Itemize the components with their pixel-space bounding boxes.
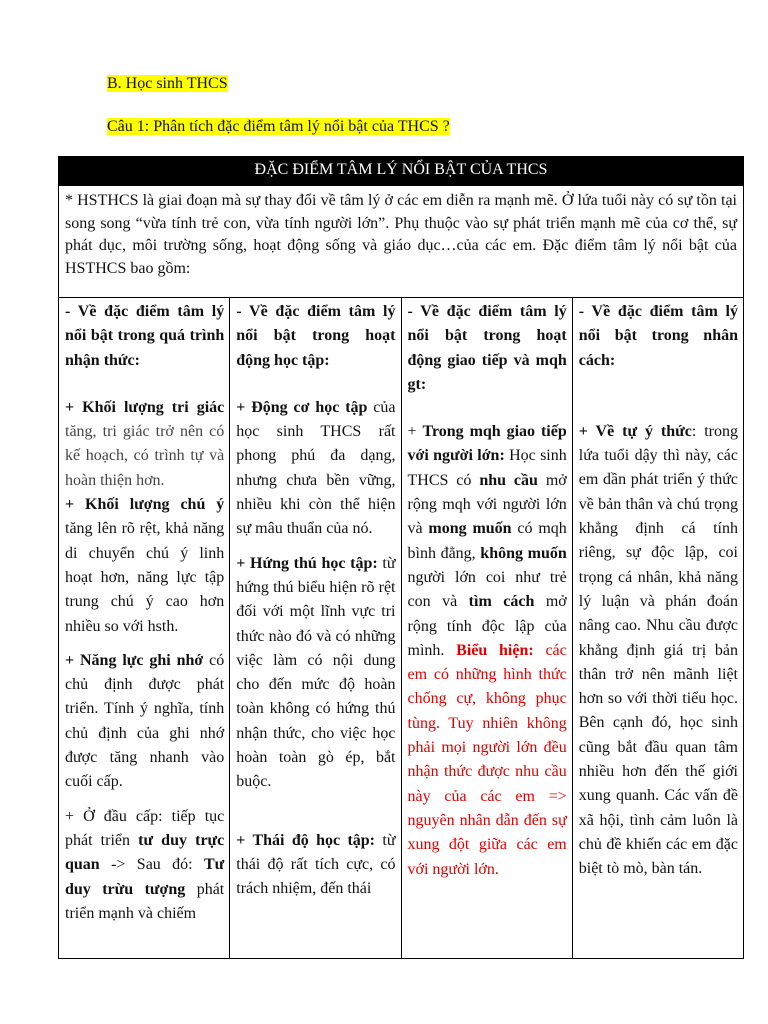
paragraph: + Khối lượng chú ý tăng lên rõ rệt, khả năng di chuyển chú ý linh hoạt hơn, năng lực tập trung chú ý cao hơn nhiều so với hsth. xyxy=(65,496,225,635)
column-learning xyxy=(229,298,400,958)
question-heading: Câu 1: Phân tích đặc điểm tâm lý nổi bật của THCS ? xyxy=(107,118,450,135)
paragraph: + Hứng thú học tập: từ hứng thú biểu hiện rõ rệt đối với một lĩnh vực tri thức nào đó và có những việc làm có nội dung cho đến mức độ hoàn toàn không có hứng thú nhận thức, cho việc học hoàn toàn gò ép, bắt buộc. xyxy=(236,554,396,791)
paragraph: + Ở đầu cấp: tiếp tục phát triển tư duy trực quan -> Sau đó: Tư duy trừu tượng phát triển mạnh và chiếm xyxy=(65,807,225,922)
paragraph: + Năng lực ghi nhớ có chủ định được phát triển. Tính ý nghĩa, tính chủ định của ghi nhớ được tăng nhanh vào cuối cấp. xyxy=(65,651,225,791)
column-header: - Về đặc điểm tâm lý nổi bật trong nhân cách: xyxy=(578,303,738,369)
paragraph: + Thái độ học tập: từ thái độ rất tích cực, có trách nhiệm, đến thái xyxy=(236,831,396,898)
table-columns xyxy=(59,297,743,958)
section-heading: B. Học sinh THCS xyxy=(107,75,228,92)
psychology-table xyxy=(58,156,744,959)
table-title: ĐẶC ĐIỂM TÂM LÝ NỔI BẬT CỦA THCS xyxy=(59,157,743,185)
paragraph: + Về tự ý thức: trong lứa tuổi dậy thì này, các em dần phát triển ý thức về bản thân và chú trọng khẳng định cá tính riêng, sự độc lập, coi trọng cá nhân, khả năng lý luận và phán đoán nâng cao. Nhu cầu được khẳng định giá trị bản thân trở nên mãnh liệt hơn so với thời tiểu học. Bên cạnh đó, học sinh cũng bắt đầu quan tâm nhiều hơn đến thế giới xung quanh. Các vấn đề xã hội, tình cảm luôn là chủ đề khiến các em đặc biệt tò mò, bàn tán. xyxy=(578,422,738,878)
column-header: - Về đặc điểm tâm lý nổi bật trong hoạt động giao tiếp và mqh gt: xyxy=(407,303,567,393)
column-header: - Về đặc điểm tâm lý nổi bật trong quá trình nhận thức: xyxy=(65,303,225,369)
paragraph: + Khối lượng tri giác tăng, tri giác trở nên có kế hoạch, có trình tự và hoàn thiện hơn. xyxy=(65,398,225,489)
paragraph: + Động cơ học tập của học sinh THCS rất phong phú đa dạng, nhưng chưa bền vững, nhiều khi còn thể hiện sự mâu thuẩn của nó. xyxy=(236,398,396,538)
column-header: - Về đặc điểm tâm lý nổi bật trong hoạt động học tập: xyxy=(236,303,396,369)
table-intro: * HSTHCS là giai đoạn mà sự thay đổi về tâm lý ở các em diễn ra mạnh mẽ. Ở lứa tuổi này có sự tồn tại song song “vừa tính trẻ con, vừa tính người lớn”. Phụ thuộc vào sự phát triển mạnh mẽ của cơ thể, sự phát dục, môi trường sống, hoạt động sống và giáo dục…của các em. Đặc điểm tâm lý nổi bật của HSTHCS bao gồm: xyxy=(59,185,743,297)
column-cognition xyxy=(59,298,229,958)
column-personality xyxy=(572,298,743,958)
paragraph: + Trong mqh giao tiếp với người lớn: Học sinh THCS có nhu cầu mở rộng mqh với người lớn và mong muốn có mqh bình đẳng, không muốn người lớn coi như trẻ con và tìm cách mở rộng tính độc lập của mình. Biểu hiện: các em có những hình thức chống cự, không phục tùng. Tuy nhiên không phải mọi người lớn đều nhận thức được nhu cầu này của các em => nguyên nhân dẫn đến sự xung đột giữa các em với người lớn. xyxy=(407,423,567,878)
column-communication xyxy=(401,298,572,958)
